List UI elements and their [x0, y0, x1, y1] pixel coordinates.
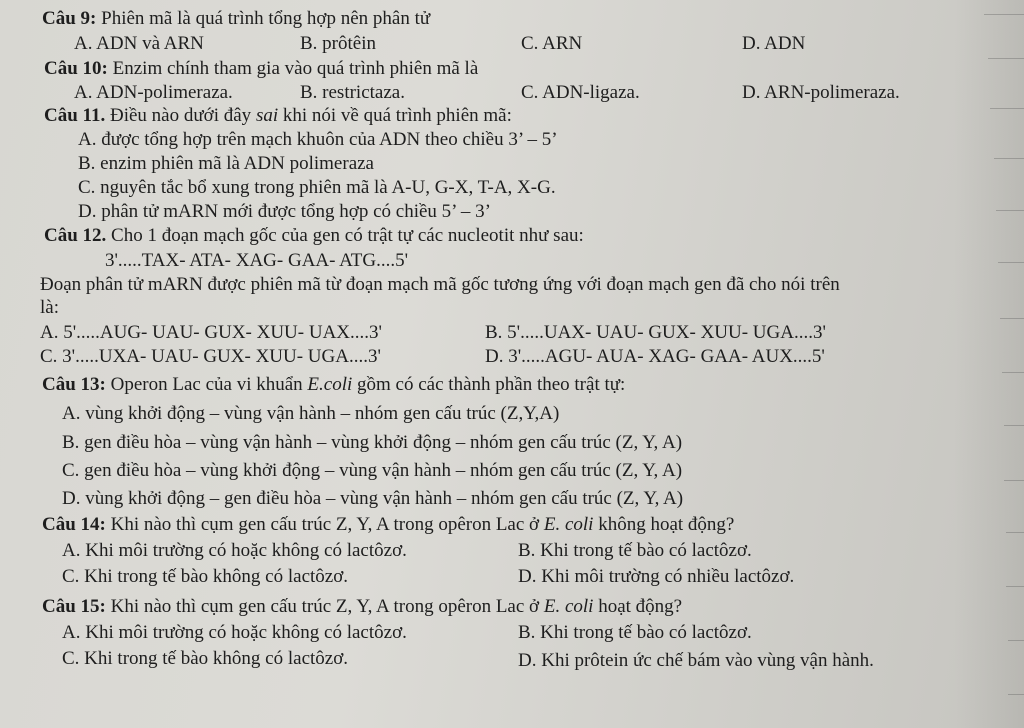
rule-line — [994, 158, 1024, 159]
question-10-option-d: D. ARN-polimeraza. — [742, 82, 900, 103]
question-15-option-d: D. Khi prôtein ức chế bám vào vùng vận hành. — [518, 650, 874, 671]
question-11-option-c: C. nguyên tắc bổ xung trong phiên mã là A-U, G-X, T-A, X-G. — [78, 177, 556, 198]
rule-line — [1004, 425, 1024, 426]
question-10-option-a: A. ADN-polimeraza. — [74, 82, 233, 103]
question-11-emphasis: sai — [255, 105, 279, 126]
question-14-stem — [42, 514, 734, 536]
question-12-option-c: C. 3'.....UXA- UAU- GUX- XUU- UGA....3' — [40, 346, 381, 367]
rule-line — [998, 262, 1024, 263]
rule-line — [1000, 318, 1024, 319]
question-11-option-d: D. phân tử mARN mới được tổng hợp có chiều 5’ – 3’ — [78, 201, 491, 222]
rule-line — [1004, 480, 1024, 481]
question-13-stem — [42, 374, 625, 396]
rule-line — [1002, 372, 1024, 373]
question-13-option-a: A. vùng khởi động – vùng vận hành – nhóm gen cấu trúc (Z,Y,A) — [62, 403, 560, 424]
question-15-stem — [42, 596, 682, 618]
rule-line — [1006, 586, 1024, 587]
question-15-text-after: hoạt động? — [598, 596, 683, 617]
question-10-label: Câu 10: — [44, 58, 108, 79]
question-11-text-before: Điều nào dưới đây — [110, 105, 252, 126]
question-10-option-c: C. ADN-ligaza. — [521, 82, 640, 103]
question-15-option-a: A. Khi môi trường có hoặc không có lactôzơ. — [62, 622, 407, 643]
question-14-label: Câu 14: — [42, 514, 106, 535]
question-14-option-b: B. Khi trong tế bào có lactôzơ. — [518, 540, 752, 561]
question-9-option-c: C. ARN — [521, 33, 583, 54]
rule-line — [996, 210, 1024, 211]
page-edge-shadow — [954, 0, 1024, 728]
question-9-option-b: B. prôtêin — [300, 33, 376, 54]
question-12-text: Cho 1 đoạn mạch gốc của gen có trật tự các nucleotit như sau: — [111, 225, 584, 246]
question-13-option-d: D. vùng khởi động – gen điều hòa – vùng vận hành – nhóm gen cấu trúc (Z, Y, A) — [62, 488, 684, 509]
question-13-emphasis: E.coli — [307, 374, 353, 395]
question-11-label: Câu 11. — [44, 105, 106, 126]
question-11-text-after: khi nói về quá trình phiên mã: — [282, 105, 512, 126]
question-11-option-b: B. enzim phiên mã là ADN polimeraza — [78, 153, 374, 174]
question-10-option-b: B. restrictaza. — [300, 82, 405, 103]
question-15-option-c: C. Khi trong tế bào không có lactôzơ. — [62, 648, 349, 669]
question-11-stem — [44, 105, 512, 127]
question-12-stem-line2: là: — [40, 297, 59, 318]
question-9-stem — [42, 8, 430, 30]
rule-line — [990, 108, 1024, 109]
question-15-option-b: B. Khi trong tế bào có lactôzơ. — [518, 622, 752, 643]
question-10-text: Enzim chính tham gia vào quá trình phiên mã là — [112, 58, 479, 79]
rule-line — [1008, 694, 1024, 695]
question-12-option-d: D. 3'.....AGU- AUA- XAG- GAA- AUX....5' — [485, 346, 825, 367]
question-14-option-c: C. Khi trong tế bào không có lactôzơ. — [62, 566, 349, 587]
question-15-label: Câu 15: — [42, 596, 106, 617]
question-12-label: Câu 12. — [44, 225, 107, 246]
question-14-emphasis: E. coli — [543, 514, 594, 535]
question-12-option-b: B. 5'.....UAX- UAU- GUX- XUU- UGA....3' — [485, 322, 826, 343]
question-9-label: Câu 9: — [42, 8, 97, 29]
question-12-sequence: 3'.....TAX- ATA- XAG- GAA- ATG....5' — [105, 250, 409, 271]
question-9-option-a: A. ADN và ARN — [74, 33, 204, 54]
question-14-option-d: D. Khi môi trường có nhiều lactôzơ. — [518, 566, 795, 587]
question-13-label: Câu 13: — [42, 374, 106, 395]
question-14-option-a: A. Khi môi trường có hoặc không có lactôzơ. — [62, 540, 407, 561]
question-13-option-b: B. gen điều hòa – vùng vận hành – vùng khởi động – nhóm gen cấu trúc (Z, Y, A) — [62, 432, 683, 453]
question-14-text-after: không hoạt động? — [598, 514, 735, 535]
question-15-text-before: Khi nào thì cụm gen cấu trúc Z, Y, A trong opêron Lac ở — [110, 596, 540, 617]
rule-line — [988, 58, 1024, 59]
question-15-emphasis: E. coli — [543, 596, 594, 617]
question-14-text-before: Khi nào thì cụm gen cấu trúc Z, Y, A trong opêron Lac ở — [110, 514, 540, 535]
question-11-option-a: A. được tổng hợp trên mạch khuôn của ADN theo chiều 3’ – 5’ — [78, 129, 558, 150]
question-9-option-d: D. ADN — [742, 33, 806, 54]
rule-line — [984, 14, 1024, 15]
question-10-stem — [44, 58, 478, 80]
question-13-text-after: gồm có các thành phần theo trật tự: — [357, 374, 626, 395]
question-12-stem-line1: Đoạn phân tử mARN được phiên mã từ đoạn mạch mã gốc tương ứng với đoạn mạch gen đã cho nói trên — [40, 274, 840, 295]
rule-line — [1006, 532, 1024, 533]
question-12-option-a: A. 5'.....AUG- UAU- GUX- XUU- UAX....3' — [40, 322, 382, 343]
rule-line — [1008, 640, 1024, 641]
question-13-option-c: C. gen điều hòa – vùng khởi động – vùng vận hành – nhóm gen cấu trúc (Z, Y, A) — [62, 460, 683, 481]
question-12-stem — [44, 225, 584, 247]
question-13-text-before: Operon Lac của vi khuẩn — [110, 374, 303, 395]
question-9-text: Phiên mã là quá trình tổng hợp nên phân tử — [101, 8, 431, 29]
